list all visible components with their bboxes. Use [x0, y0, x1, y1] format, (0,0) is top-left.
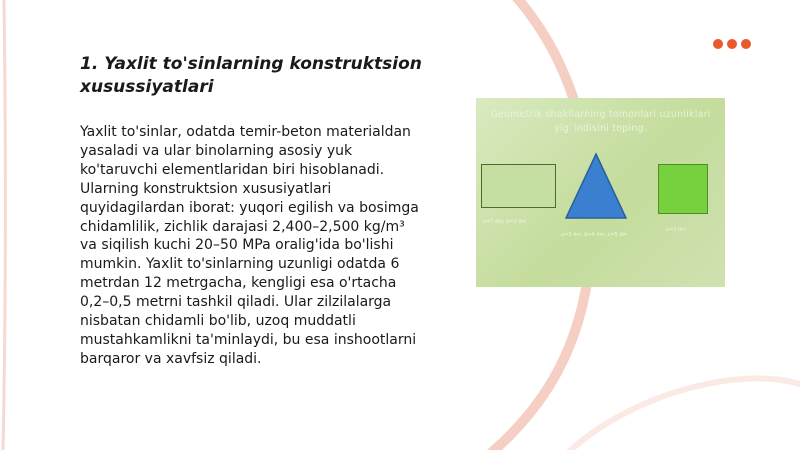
dot: [727, 39, 737, 49]
geometry-image: [476, 98, 725, 287]
dot: [741, 39, 751, 49]
bottom-swirl: [560, 378, 800, 450]
left-edge-line: [3, 0, 5, 450]
rectangle-label: a=7 dm, b=2 dm: [483, 219, 527, 225]
triangle-label: a=3 dm, b=4 dm, c=5 dm: [561, 232, 628, 238]
three-dots-icon: [713, 39, 751, 49]
slide-title: 1. Yaxlit to'sinlarning konstruktsion xusussiyatlari: [80, 54, 422, 97]
square-label: a=3 dm: [666, 227, 687, 233]
dot: [713, 39, 723, 49]
slide-body: Yaxlit to'sinlar, odatda temir-beton materialdan yasaladi va ular binolarning asosiy yuk ko'taruvchi elementlaridan biri hisoblanadi. Ularning konstruktsion xususiyatlari quyidagilardan iborat: yuqori egilish va bosimga chidamlilik, zichlik darajasi 2,400–2,500 kg/m³ va siqilish kuchi 20–50 MPa oralig'ida bo'lishi mumkin. Yaxlit to'sinlarning uzunligi odatda 6 metrdan 12 metrgacha, kengligi esa o'rtacha 0,2–0,5 metrni tashkil qiladi. Ular zilzilalarga nisbatan chidamli bo'lib, uzoq muddatli mustahkamlikni ta'minlaydi, bu esa inshootlarni barqaror va xavfsiz qiladi.: [80, 124, 419, 367]
square-shape: [658, 164, 708, 214]
triangle-shape: [564, 152, 628, 220]
rectangle-shape: [481, 164, 556, 208]
image-caption: Geometrik shakllarning tomonlari uzunliklari yig`indisini toping.: [490, 109, 711, 134]
